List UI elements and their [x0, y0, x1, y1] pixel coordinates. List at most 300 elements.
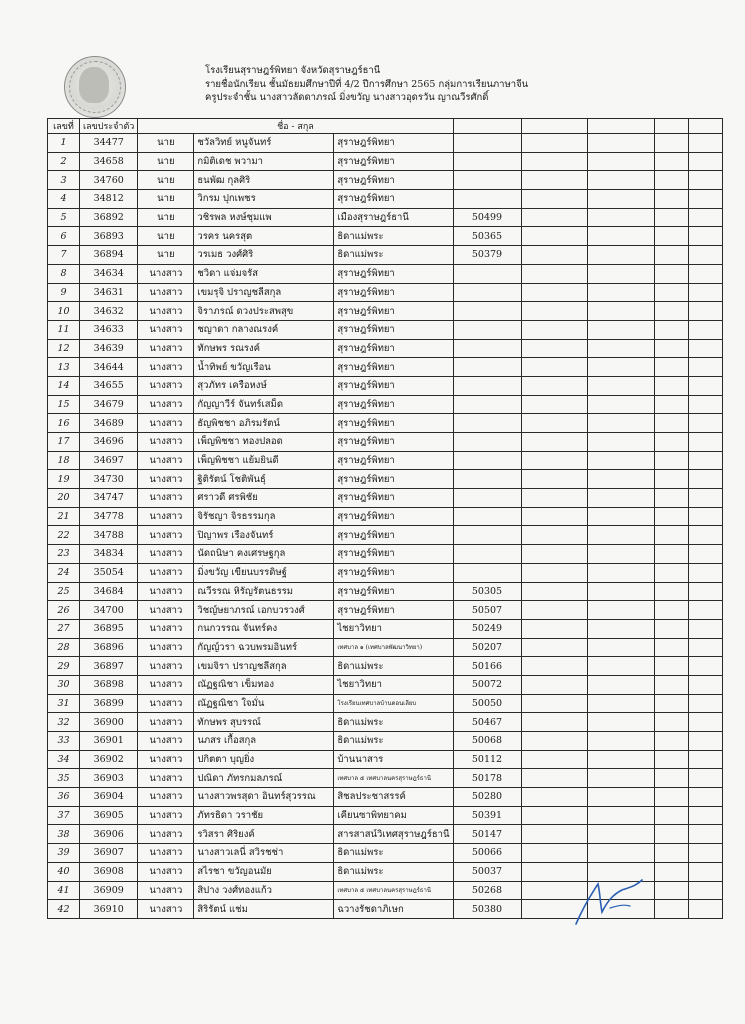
blank-cell: [587, 376, 654, 395]
student-name: กนกวรรณ จันทร์คง: [194, 619, 334, 638]
row-number: 31: [48, 694, 80, 713]
previous-school: เทศบาล ๑ (เทศบาลพัฒนาวิทยา): [334, 638, 453, 657]
name-prefix: นางสาว: [138, 451, 194, 470]
student-id: 36905: [80, 806, 138, 825]
previous-school: ธิดาแม่พระ: [334, 246, 453, 265]
blank-cell: [587, 227, 654, 246]
student-id: 34730: [80, 470, 138, 489]
blank-cell: [688, 806, 722, 825]
name-prefix: นางสาว: [138, 881, 194, 900]
blank-cell: [688, 638, 722, 657]
blank-cell: [587, 339, 654, 358]
seal-figure: [79, 67, 109, 103]
student-name: ธัญพิชชา อภิรมรัตน์: [194, 414, 334, 433]
header-blank: [688, 119, 722, 134]
blank-cell: [654, 339, 688, 358]
table-row: [48, 619, 723, 638]
student-id: 36896: [80, 638, 138, 657]
blank-cell: [521, 619, 587, 638]
table-row: [48, 339, 723, 358]
blank-cell: [688, 507, 722, 526]
student-name: ทักษพร รณรงค์: [194, 339, 334, 358]
student-id: 34684: [80, 582, 138, 601]
row-number: 35: [48, 769, 80, 788]
table-row: [48, 825, 723, 844]
name-prefix: นางสาว: [138, 283, 194, 302]
header-id: เลขประจำตัว: [80, 119, 138, 134]
table-row: [48, 750, 723, 769]
blank-cell: [654, 825, 688, 844]
blank-cell: [587, 264, 654, 283]
applicant-code: 50507: [453, 601, 521, 620]
blank-cell: [587, 750, 654, 769]
previous-school: สารสาสน์วิเทศสุราษฎร์ธานี: [334, 825, 453, 844]
blank-cell: [654, 283, 688, 302]
blank-cell: [654, 806, 688, 825]
name-prefix: นางสาว: [138, 732, 194, 751]
blank-cell: [688, 545, 722, 564]
student-id: 36904: [80, 788, 138, 807]
header-blank: [521, 119, 587, 134]
header-blank: [587, 119, 654, 134]
row-number: 23: [48, 545, 80, 564]
applicant-code: [453, 563, 521, 582]
student-roster-table: [47, 118, 723, 919]
blank-cell: [654, 190, 688, 209]
applicant-code: [453, 171, 521, 190]
blank-cell: [587, 302, 654, 321]
applicant-code: 50379: [453, 246, 521, 265]
student-name: สไรชา ขวัญอนมัย: [194, 862, 334, 881]
table-row: [48, 376, 723, 395]
applicant-code: [453, 433, 521, 452]
name-prefix: นางสาว: [138, 601, 194, 620]
blank-cell: [688, 788, 722, 807]
table-row: [48, 320, 723, 339]
previous-school: สุราษฎร์พิทยา: [334, 507, 453, 526]
table-row: [48, 451, 723, 470]
table-row: [48, 358, 723, 377]
blank-cell: [587, 582, 654, 601]
school-seal-logo: [64, 56, 126, 118]
applicant-code: [453, 414, 521, 433]
blank-cell: [688, 451, 722, 470]
student-name: วิกรม ปุกเพชร: [194, 190, 334, 209]
blank-cell: [587, 246, 654, 265]
row-number: 4: [48, 190, 80, 209]
student-name: นภสร เกื้อสกุล: [194, 732, 334, 751]
previous-school: ธิดาแม่พระ: [334, 862, 453, 881]
student-name: เขมจิรา ปราญชลีสกุล: [194, 657, 334, 676]
blank-cell: [521, 227, 587, 246]
previous-school: สุราษฎร์พิทยา: [334, 320, 453, 339]
blank-cell: [654, 619, 688, 638]
student-id: 34639: [80, 339, 138, 358]
blank-cell: [587, 694, 654, 713]
blank-cell: [688, 246, 722, 265]
name-prefix: นางสาว: [138, 376, 194, 395]
blank-cell: [688, 190, 722, 209]
blank-cell: [654, 563, 688, 582]
blank-cell: [688, 769, 722, 788]
blank-cell: [587, 470, 654, 489]
teacher-signature: [570, 870, 650, 930]
blank-cell: [688, 264, 722, 283]
blank-cell: [654, 264, 688, 283]
applicant-code: [453, 302, 521, 321]
blank-cell: [654, 862, 688, 881]
row-number: 10: [48, 302, 80, 321]
applicant-code: [453, 339, 521, 358]
row-number: 26: [48, 601, 80, 620]
applicant-code: 50207: [453, 638, 521, 657]
blank-cell: [688, 320, 722, 339]
blank-cell: [688, 694, 722, 713]
applicant-code: 50380: [453, 900, 521, 919]
name-prefix: นางสาว: [138, 358, 194, 377]
blank-cell: [688, 302, 722, 321]
student-name: วชิรพล หงษ์ชุมแพ: [194, 208, 334, 227]
blank-cell: [654, 582, 688, 601]
name-prefix: นาย: [138, 134, 194, 153]
student-id: 34633: [80, 320, 138, 339]
previous-school: ธิดาแม่พระ: [334, 844, 453, 863]
name-prefix: นางสาว: [138, 414, 194, 433]
row-number: 2: [48, 152, 80, 171]
name-prefix: นาย: [138, 152, 194, 171]
student-id: 36893: [80, 227, 138, 246]
applicant-code: 50072: [453, 675, 521, 694]
name-prefix: นางสาว: [138, 694, 194, 713]
blank-cell: [654, 320, 688, 339]
blank-cell: [521, 694, 587, 713]
table-row: [48, 302, 723, 321]
previous-school: สุราษฎร์พิทยา: [334, 152, 453, 171]
row-number: 18: [48, 451, 80, 470]
student-id: 34658: [80, 152, 138, 171]
blank-cell: [654, 900, 688, 919]
applicant-code: 50178: [453, 769, 521, 788]
applicant-code: 50499: [453, 208, 521, 227]
applicant-code: [453, 190, 521, 209]
blank-cell: [654, 227, 688, 246]
blank-cell: [587, 190, 654, 209]
applicant-code: [453, 376, 521, 395]
blank-cell: [688, 339, 722, 358]
previous-school: ฉวางรัชดาภิเษก: [334, 900, 453, 919]
blank-cell: [587, 414, 654, 433]
blank-cell: [587, 769, 654, 788]
previous-school: เคียนซาพิทยาคม: [334, 806, 453, 825]
name-prefix: นางสาว: [138, 638, 194, 657]
blank-cell: [587, 358, 654, 377]
previous-school: สุราษฎร์พิทยา: [334, 302, 453, 321]
name-prefix: นางสาว: [138, 675, 194, 694]
blank-cell: [587, 788, 654, 807]
table-row: [48, 489, 723, 508]
blank-cell: [587, 619, 654, 638]
blank-cell: [521, 732, 587, 751]
student-name: ภัทรธิดา วราชัย: [194, 806, 334, 825]
table-row: [48, 134, 723, 153]
previous-school: สุราษฎร์พิทยา: [334, 376, 453, 395]
previous-school: สุราษฎร์พิทยา: [334, 358, 453, 377]
blank-cell: [654, 601, 688, 620]
previous-school: ไชยาวิทยา: [334, 619, 453, 638]
row-number: 36: [48, 788, 80, 807]
table-row: [48, 732, 723, 751]
student-name: ณัฏฐณิชา เข็มทอง: [194, 675, 334, 694]
blank-cell: [587, 844, 654, 863]
blank-cell: [688, 433, 722, 452]
blank-cell: [521, 264, 587, 283]
name-prefix: นาย: [138, 208, 194, 227]
blank-cell: [587, 171, 654, 190]
blank-cell: [688, 395, 722, 414]
blank-cell: [654, 152, 688, 171]
blank-cell: [688, 376, 722, 395]
student-id: 34812: [80, 190, 138, 209]
blank-cell: [587, 545, 654, 564]
blank-cell: [688, 601, 722, 620]
student-id: 34778: [80, 507, 138, 526]
row-number: 41: [48, 881, 80, 900]
student-id: 36897: [80, 657, 138, 676]
student-name: รวิสรา ศิริยงค์: [194, 825, 334, 844]
student-id: 34634: [80, 264, 138, 283]
blank-cell: [654, 451, 688, 470]
applicant-code: [453, 152, 521, 171]
row-number: 25: [48, 582, 80, 601]
previous-school: ธิดาแม่พระ: [334, 732, 453, 751]
blank-cell: [587, 507, 654, 526]
student-id: 36906: [80, 825, 138, 844]
blank-cell: [688, 171, 722, 190]
student-id: 34697: [80, 451, 138, 470]
table-row: [48, 433, 723, 452]
name-prefix: นางสาว: [138, 302, 194, 321]
blank-cell: [688, 732, 722, 751]
student-id: 34644: [80, 358, 138, 377]
table-row: [48, 844, 723, 863]
row-number: 7: [48, 246, 80, 265]
student-name: ฐิติรัตน์ โชติพันธุ์: [194, 470, 334, 489]
row-number: 3: [48, 171, 80, 190]
applicant-code: [453, 264, 521, 283]
header-teacher-line: ครูประจำชั้น นางสาวลัดดาภรณ์ มิ่งขวัญ นางสาวอุดรวัน ญาณวีรศักดิ์: [205, 92, 489, 103]
blank-cell: [654, 395, 688, 414]
blank-cell: [521, 526, 587, 545]
blank-cell: [587, 283, 654, 302]
blank-cell: [587, 732, 654, 751]
student-id: 36899: [80, 694, 138, 713]
blank-cell: [654, 769, 688, 788]
student-name: นางสาวพรสุดา อินทร์สุวรรณ: [194, 788, 334, 807]
blank-cell: [688, 750, 722, 769]
previous-school: สุราษฎร์พิทยา: [334, 601, 453, 620]
blank-cell: [521, 507, 587, 526]
student-name: เพ็ญพิชชา แย้มยินดี: [194, 451, 334, 470]
previous-school: สุราษฎร์พิทยา: [334, 526, 453, 545]
blank-cell: [654, 208, 688, 227]
table-row: [48, 395, 723, 414]
student-id: 34655: [80, 376, 138, 395]
student-name: วรคร นครสุต: [194, 227, 334, 246]
blank-cell: [587, 451, 654, 470]
blank-cell: [521, 769, 587, 788]
table-row: [48, 190, 723, 209]
student-id: 36894: [80, 246, 138, 265]
blank-cell: [654, 788, 688, 807]
previous-school: สุราษฎร์พิทยา: [334, 395, 453, 414]
name-prefix: นาย: [138, 227, 194, 246]
previous-school: เทศบาล ๕ เทศบาลนครสุราษฎร์ธานี: [334, 881, 453, 900]
student-name: สุวภัทร เครือหงษ์: [194, 376, 334, 395]
blank-cell: [688, 208, 722, 227]
row-number: 20: [48, 489, 80, 508]
student-name: ณัฏฐณิชา ใจมั่น: [194, 694, 334, 713]
applicant-code: 50147: [453, 825, 521, 844]
applicant-code: [453, 320, 521, 339]
blank-cell: [688, 657, 722, 676]
blank-cell: [587, 713, 654, 732]
name-prefix: นางสาว: [138, 395, 194, 414]
student-id: 34477: [80, 134, 138, 153]
previous-school: สุราษฎร์พิทยา: [334, 134, 453, 153]
blank-cell: [521, 376, 587, 395]
previous-school: บ้านนาสาร: [334, 750, 453, 769]
table-row: [48, 545, 723, 564]
blank-cell: [654, 675, 688, 694]
student-name: ทักษพร สุบรรณ์: [194, 713, 334, 732]
name-prefix: นางสาว: [138, 713, 194, 732]
row-number: 22: [48, 526, 80, 545]
blank-cell: [587, 395, 654, 414]
name-prefix: นางสาว: [138, 769, 194, 788]
student-id: 36901: [80, 732, 138, 751]
table-row: [48, 694, 723, 713]
blank-cell: [521, 320, 587, 339]
blank-cell: [587, 433, 654, 452]
blank-cell: [587, 675, 654, 694]
table-row: [48, 657, 723, 676]
student-name: ชวิดา แจ่มจรัส: [194, 264, 334, 283]
name-prefix: นางสาว: [138, 657, 194, 676]
applicant-code: [453, 545, 521, 564]
row-number: 14: [48, 376, 80, 395]
blank-cell: [654, 881, 688, 900]
blank-cell: [521, 750, 587, 769]
previous-school: สุราษฎร์พิทยา: [334, 582, 453, 601]
name-prefix: นางสาว: [138, 750, 194, 769]
blank-cell: [521, 283, 587, 302]
blank-cell: [521, 601, 587, 620]
applicant-code: 50305: [453, 582, 521, 601]
row-number: 19: [48, 470, 80, 489]
blank-cell: [654, 657, 688, 676]
blank-cell: [654, 844, 688, 863]
name-prefix: นางสาว: [138, 563, 194, 582]
blank-cell: [654, 750, 688, 769]
student-id: 36910: [80, 900, 138, 919]
student-id: 34834: [80, 545, 138, 564]
row-number: 17: [48, 433, 80, 452]
blank-cell: [654, 638, 688, 657]
name-prefix: นาย: [138, 190, 194, 209]
applicant-code: [453, 134, 521, 153]
blank-cell: [521, 788, 587, 807]
table-row: [48, 171, 723, 190]
blank-cell: [654, 414, 688, 433]
blank-cell: [654, 694, 688, 713]
student-name: วิชญ์ษยาภรณ์ เอกบวรวงศ์: [194, 601, 334, 620]
name-prefix: นางสาว: [138, 806, 194, 825]
name-prefix: นางสาว: [138, 470, 194, 489]
student-id: 36892: [80, 208, 138, 227]
previous-school: ธิดาแม่พระ: [334, 227, 453, 246]
blank-cell: [688, 526, 722, 545]
blank-cell: [521, 563, 587, 582]
student-id: 36898: [80, 675, 138, 694]
row-number: 37: [48, 806, 80, 825]
header-name: ชื่อ - สกุล: [138, 119, 453, 134]
name-prefix: นางสาว: [138, 507, 194, 526]
blank-cell: [688, 619, 722, 638]
blank-cell: [587, 638, 654, 657]
blank-cell: [521, 489, 587, 508]
blank-cell: [521, 638, 587, 657]
student-id: 36908: [80, 862, 138, 881]
blank-cell: [521, 414, 587, 433]
name-prefix: นางสาว: [138, 526, 194, 545]
student-id: 34632: [80, 302, 138, 321]
name-prefix: นางสาว: [138, 900, 194, 919]
student-id: 36903: [80, 769, 138, 788]
applicant-code: 50280: [453, 788, 521, 807]
blank-cell: [521, 358, 587, 377]
blank-cell: [587, 657, 654, 676]
student-name: ศราวดี ศรพิชัย: [194, 489, 334, 508]
previous-school: สิชลประชาสรรค์: [334, 788, 453, 807]
blank-cell: [521, 675, 587, 694]
applicant-code: [453, 451, 521, 470]
student-id: 36900: [80, 713, 138, 732]
blank-cell: [587, 320, 654, 339]
table-row: [48, 788, 723, 807]
student-name: ปณิดา ภัทรกมลภรณ์: [194, 769, 334, 788]
previous-school: สุราษฎร์พิทยา: [334, 470, 453, 489]
row-number: 28: [48, 638, 80, 657]
blank-cell: [688, 470, 722, 489]
student-id: 34700: [80, 601, 138, 620]
blank-cell: [587, 601, 654, 620]
table-row: [48, 526, 723, 545]
applicant-code: 50467: [453, 713, 521, 732]
applicant-code: 50050: [453, 694, 521, 713]
table-row: [48, 582, 723, 601]
student-id: 34679: [80, 395, 138, 414]
applicant-code: [453, 470, 521, 489]
applicant-code: 50037: [453, 862, 521, 881]
row-number: 9: [48, 283, 80, 302]
name-prefix: นางสาว: [138, 582, 194, 601]
applicant-code: 50365: [453, 227, 521, 246]
blank-cell: [587, 489, 654, 508]
previous-school: โรงเรียนเทศบาลบ้านดอนเลียบ: [334, 694, 453, 713]
row-number: 16: [48, 414, 80, 433]
blank-cell: [587, 134, 654, 153]
header-blank: [453, 119, 521, 134]
